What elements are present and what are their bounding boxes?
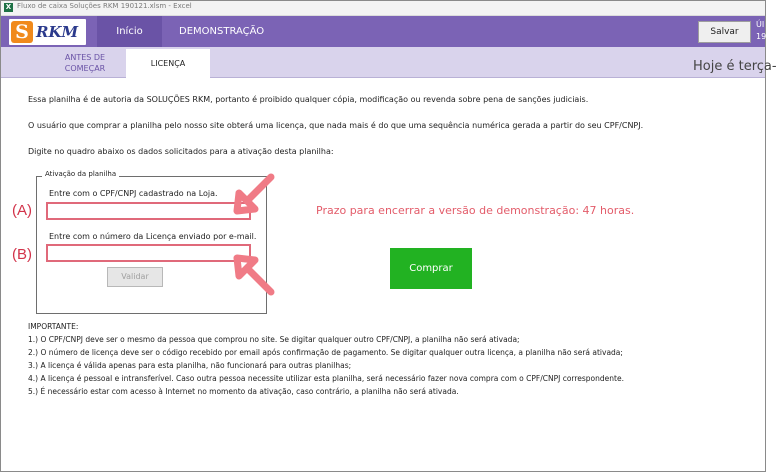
logo-s-icon: S — [11, 21, 33, 43]
subtab-antes-line1: ANTES DE — [64, 53, 106, 62]
important-item-4: 4.) A licença é pessoal e intransferível. Caso outra pessoa necessite utilizar esta planilha, será necessário fazer nova compra com o CPF/CNPJ correspondente. — [28, 374, 624, 383]
save-button[interactable]: Salvar — [698, 21, 751, 43]
tab-inicio[interactable]: Início — [97, 16, 162, 47]
excel-icon: X — [5, 3, 12, 11]
rkm-logo — [9, 19, 86, 45]
activation-legend: Ativação da planilha — [42, 170, 119, 178]
title-bar — [1, 1, 765, 16]
paragraph-authorship: Essa planilha é de autoria da SOLUÇÕES RKM, portanto é proibido qualquer cópia, modificação ou revenda sobre pena de sanções judiciais. — [28, 95, 589, 104]
paragraph-instructions: Digite no quadro abaixo os dados solicitados para a ativação desta planilha: — [28, 147, 334, 156]
user-info-line2: 19 — [756, 32, 767, 41]
tab-demonstracao[interactable]: DEMONSTRAÇÃO — [179, 26, 265, 37]
buy-button[interactable]: Comprar — [390, 248, 472, 289]
logo-text: RKM — [36, 23, 79, 41]
window-title: Fluxo de caixa Soluções RKM 190121.xlsm - Excel — [17, 2, 192, 10]
license-input[interactable] — [46, 244, 251, 262]
subtab-licenca[interactable]: LICENÇA — [126, 49, 210, 78]
annotation-label-b: (B) — [12, 246, 32, 263]
paragraph-license-info: O usuário que comprar a planilha pelo nosso site obterá uma licença, que nada mais é do que uma sequência numérica gerada a partir do seu CPF/CNPJ. — [28, 121, 644, 130]
demo-deadline-text: Prazo para encerrar a versão de demonstração: 47 horas. — [316, 204, 635, 217]
user-info-line1: ÚI — [756, 20, 765, 29]
today-label: Hoje é terça- — [693, 59, 777, 74]
annotation-arrow-b-icon — [233, 254, 275, 296]
validate-button[interactable]: Validar — [107, 267, 163, 287]
important-item-3: 3.) A licença é válida apenas para esta planilha, não funcionará para outras planilhas; — [28, 361, 352, 370]
important-item-5: 5.) É necessário estar com acesso à Internet no momento da ativação, caso contrário, a planilha não será ativada. — [28, 387, 459, 396]
license-label: Entre com o número da Licença enviado por e-mail. — [49, 232, 257, 241]
user-info — [756, 19, 776, 43]
cpf-label: Entre com o CPF/CNPJ cadastrado na Loja. — [49, 189, 218, 198]
subtab-antes-line2: COMEÇAR — [64, 64, 106, 73]
subtab-antes-de-comecar[interactable] — [46, 52, 124, 74]
important-item-2: 2.) O número de licença deve ser o código recebido por email após confirmação de pagamento. Se digitar qualquer outra licença, a planilha não será ativada; — [28, 348, 623, 357]
cpf-input[interactable] — [46, 202, 251, 220]
important-item-1: 1.) O CPF/CNPJ deve ser o mesmo da pessoa que comprou no site. Se digitar qualquer outro CPF/CNPJ, a planilha não será ativada; — [28, 335, 520, 344]
annotation-label-a: (A) — [12, 202, 32, 219]
annotation-arrow-a-icon — [233, 173, 275, 215]
important-title: IMPORTANTE: — [28, 322, 79, 331]
